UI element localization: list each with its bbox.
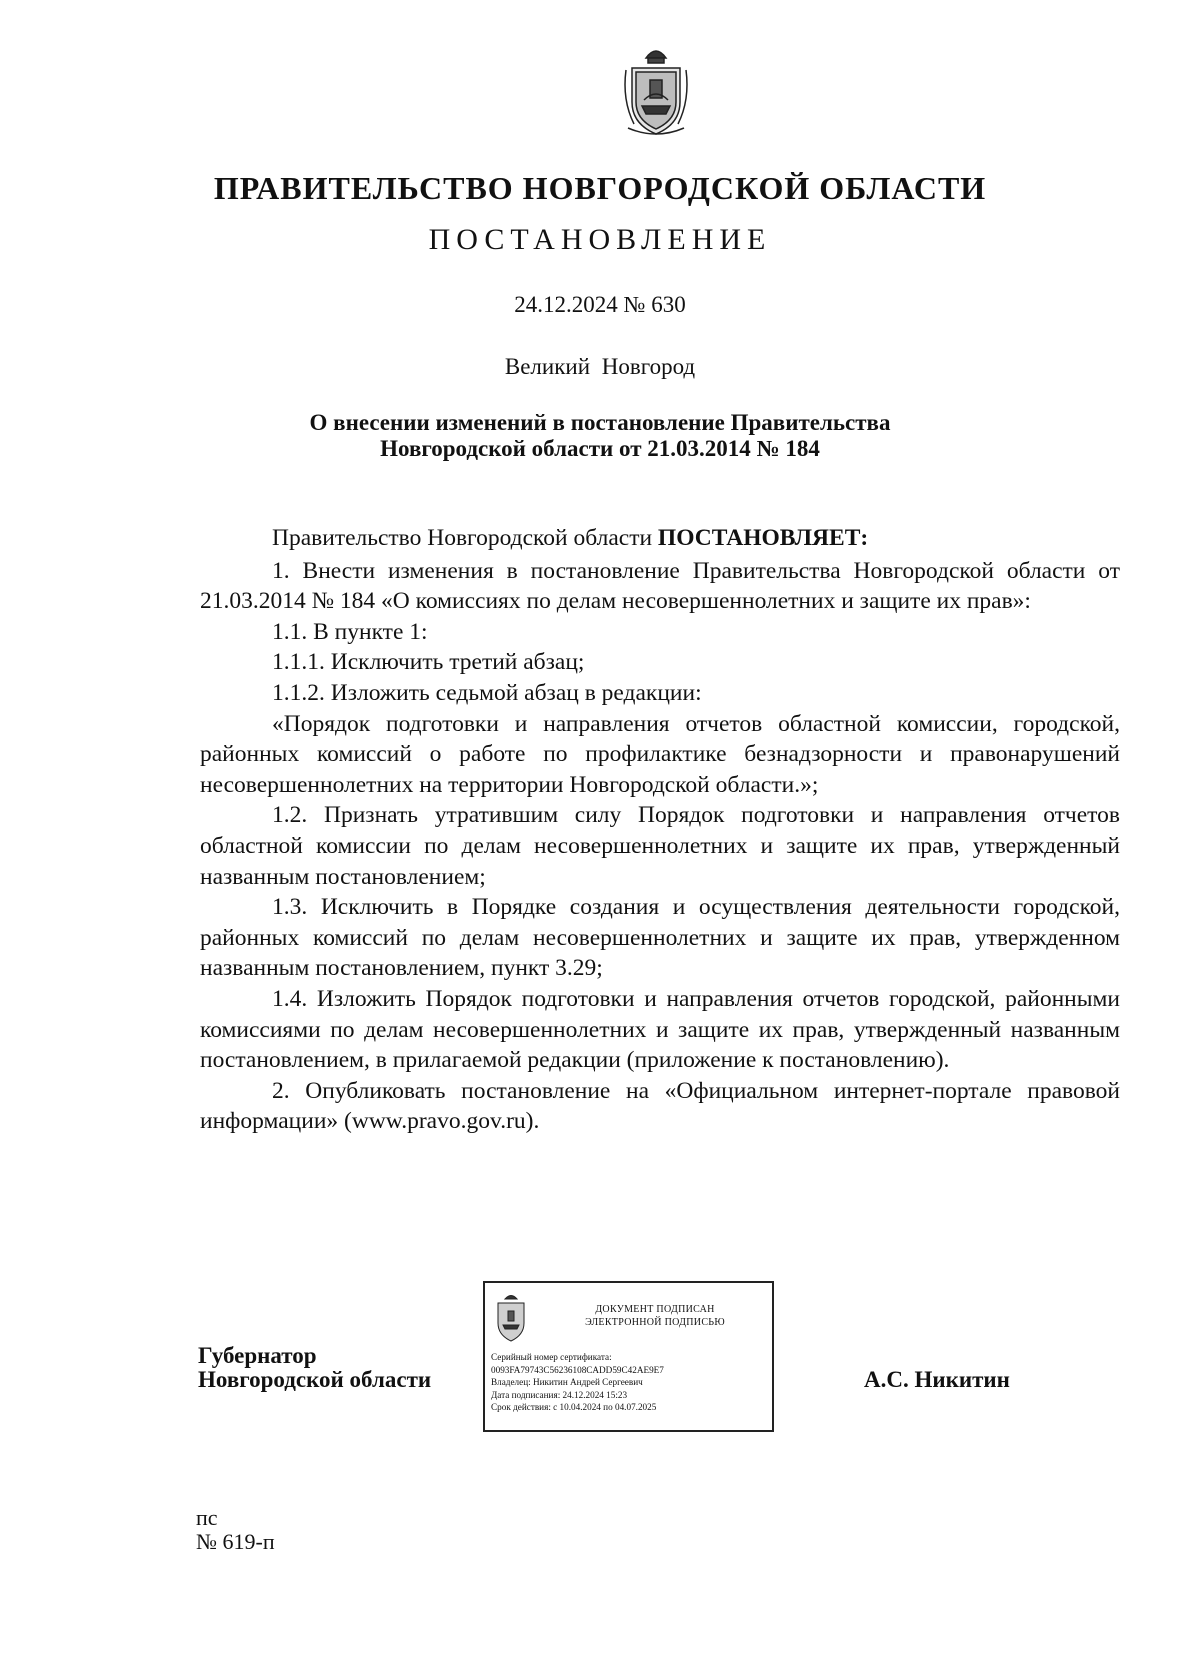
stamp-heading-line-2: ЭЛЕКТРОННОЙ ПОДПИСЬЮ — [585, 1317, 725, 1328]
document-date-number: 24.12.2024 № 630 — [514, 292, 686, 317]
position-line-2: Новгородской области — [198, 1367, 432, 1392]
decree-prefix: Правительство Новгородской области — [272, 525, 658, 551]
decree-word: ПОСТАНОВЛЯЕТ: — [657, 525, 869, 551]
document-type: ПОСТАНОВЛЕНИЕ — [428, 223, 772, 256]
stamp-validity: Срок действия: с 10.04.2024 по 04.07.2025 — [491, 1402, 657, 1412]
stamp-owner: Владелец: Никитин Андрей Сергеевич — [491, 1377, 643, 1387]
document-footer — [196, 1506, 275, 1554]
document-body — [200, 523, 1120, 1137]
paragraph-1-4: 1.4. Изложить Порядок подготовки и направления отчетов городской, районными комиссиями по делам несовершеннолетних и защите их прав, утвержденный названным постановлением, в прилагаемой редакции (приложение к постановлению). — [200, 985, 1120, 1074]
decree-line — [200, 523, 1120, 554]
stamp-heading-line-1: ДОКУМЕНТ ПОДПИСАН — [595, 1304, 715, 1315]
subject-line-2: Новгородской области от 21.03.2014 № 184 — [380, 436, 820, 461]
paragraph-1-1-1: 1.1.1. Исключить третий абзац; — [272, 649, 585, 676]
footer-line-2: № 619-п — [196, 1529, 275, 1554]
subject-line-1: О внесении изменений в постановление Правительства — [309, 410, 891, 435]
stamp-details — [491, 1351, 664, 1414]
stamp-heading — [545, 1303, 765, 1329]
paragraph-2: 2. Опубликовать постановление на «Официальном интернет-портале правовой информации» (www.pravo.gov.ru). — [200, 1077, 1120, 1135]
footer-line-1: пс — [196, 1505, 218, 1530]
position-line-1: Губернатор — [198, 1343, 317, 1368]
paragraph-quote: «Порядок подготовки и направления отчетов областной комиссии, городской, районных комиссий о работе по профилактике безнадзорности и правонарушений несовершеннолетних на территории Новгородской области.»; — [200, 710, 1120, 798]
stamp-serial-label: Серийный номер сертификата: — [491, 1352, 612, 1362]
signatory-position — [198, 1344, 431, 1392]
government-title: ПРАВИТЕЛЬСТВО НОВГОРОДСКОЙ ОБЛАСТИ — [213, 170, 987, 206]
document-subject — [0, 410, 1200, 462]
paragraph-1: 1. Внести изменения в постановление Правительства Новгородской области от 21.03.2014 № 184 «О комиссиях по делам несовершеннолетних и защите их прав»: — [200, 557, 1120, 615]
signatory-name: А.С. Никитин — [864, 1367, 1010, 1392]
stamp-serial: 0093FA79743C56236108CADD59C42AE9E7 — [491, 1364, 664, 1375]
document-city: Великий Новгород — [504, 354, 696, 379]
stamp-signed-date: Дата подписания: 24.12.2024 15:23 — [491, 1389, 628, 1400]
paragraph-1-1-2: 1.1.2. Изложить седьмой абзац в редакции: — [272, 679, 702, 706]
paragraph-1-1: 1.1. В пункте 1: — [272, 618, 428, 645]
stamp-coat-of-arms-icon — [491, 1291, 531, 1345]
paragraph-1-3: 1.3. Исключить в Порядке создания и осуществления деятельности городской, районных комиссий по делам несовершеннолетних и защите их прав, утвержденном названным постановлением, пункт 3.29; — [200, 894, 1120, 982]
paragraph-1-2: 1.2. Признать утратившим силу Порядок подготовки и направления отчетов областной комиссии по делам несовершеннолетних и защите их прав, утвержденный названным постановлением; — [200, 802, 1120, 890]
electronic-signature-stamp — [483, 1281, 774, 1432]
coat-of-arms-icon — [620, 40, 692, 140]
